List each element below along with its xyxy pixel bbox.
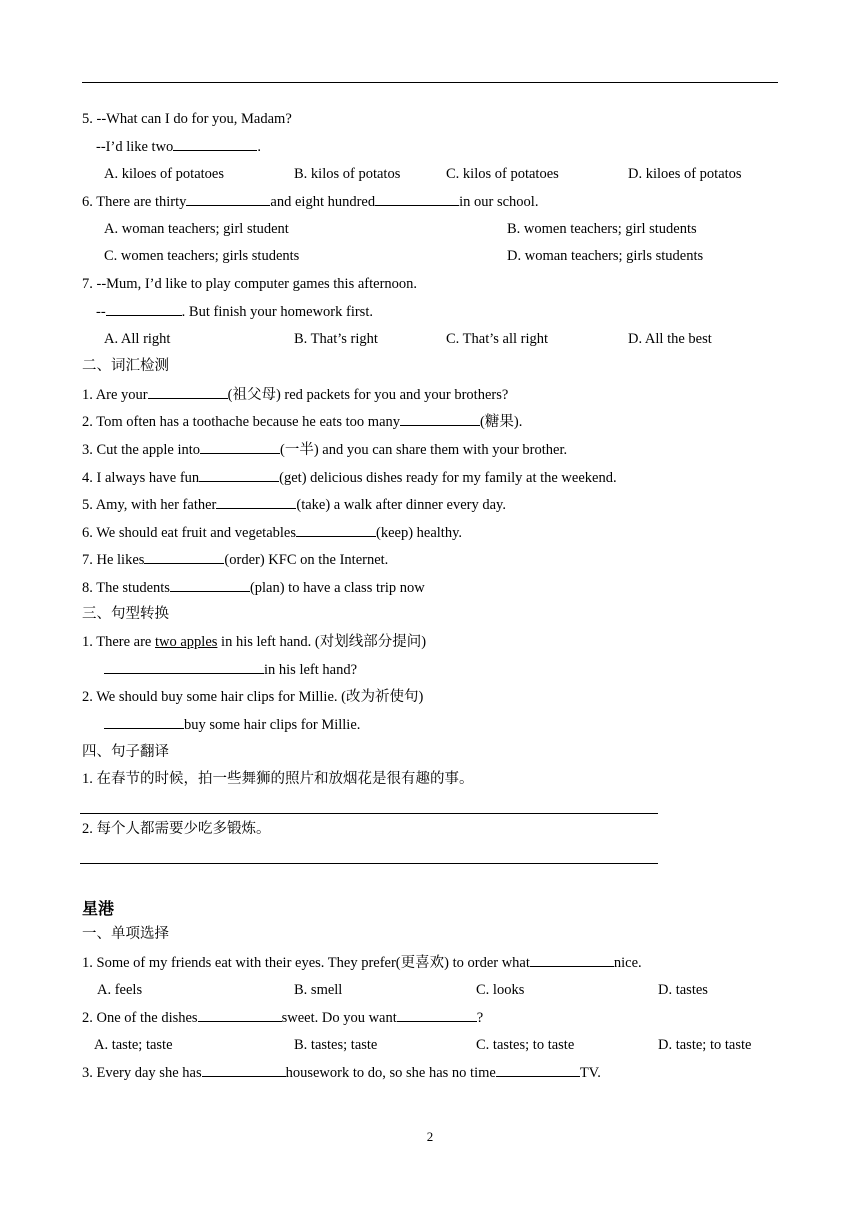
option-c: C. women teachers; girls students: [104, 248, 300, 264]
option-d: D. taste; to taste: [658, 1037, 752, 1053]
answer-blank[interactable]: [106, 302, 182, 316]
vocab-item: 4. I always have fun (get) delicious dishes ready for my family at the weekend.: [82, 470, 617, 486]
transform-question-1: 1. There are two apples in his left hand. (对划线部分提问): [82, 634, 427, 650]
answer-blank[interactable]: [375, 192, 459, 206]
option-b: B. tastes; taste: [294, 1037, 378, 1053]
answer-blank[interactable]: [144, 550, 224, 564]
answer-blank[interactable]: [296, 523, 376, 537]
question-6-stem: 6. There are thirty and eight hundred in our school.: [82, 194, 539, 210]
option-b: B. smell: [294, 982, 343, 998]
question-5-reply: --I’d like two .: [96, 139, 261, 155]
option-a: A. All right: [104, 331, 171, 347]
answer-blank[interactable]: [200, 440, 280, 454]
answer-blank[interactable]: [216, 495, 296, 509]
translate-item-1: 1. 在春节的时候，拍一些舞狮的照片和放烟花是很有趣的事。: [82, 771, 474, 787]
vocab-item: 6. We should eat fruit and vegetables (keep) healthy.: [82, 525, 463, 541]
vocab-item: 1. Are your (祖父母) red packets for you and your brothers?: [82, 387, 509, 403]
xg-question-3: 3. Every day she has housework to do, so she has no time TV.: [82, 1065, 601, 1081]
vocab-item: 3. Cut the apple into (一半) and you can share them with your brother.: [82, 442, 568, 458]
question-7-stem: 7. --Mum, I’d like to play computer games this afternoon.: [82, 276, 418, 292]
underlined-phrase: two apples: [155, 634, 218, 650]
transform-answer-1: in his left hand?: [104, 660, 357, 679]
option-c: C. looks: [476, 982, 525, 998]
translate-item-2: 2. 每个人都需要少吃多锻炼。: [82, 821, 271, 837]
option-b: B. That’s right: [294, 331, 378, 347]
option-b: B. women teachers; girl students: [507, 221, 697, 237]
section-heading-vocab: 二、词汇检测: [82, 358, 169, 374]
question-5-stem: 5. --What can I do for you, Madam?: [82, 111, 292, 127]
answer-blank[interactable]: [202, 1063, 286, 1077]
section-heading-choice: 一、单项选择: [82, 926, 169, 942]
section-title: 星港: [82, 899, 115, 918]
answer-blank[interactable]: [170, 578, 250, 592]
answer-blank[interactable]: [397, 1008, 477, 1022]
transform-question-2: 2. We should buy some hair clips for Millie. (改为祈使句): [82, 689, 424, 705]
option-b: B. kilos of potatos: [294, 166, 401, 182]
vocab-item: 7. He likes (order) KFC on the Internet.: [82, 552, 389, 568]
option-d: D. woman teachers; girls students: [507, 248, 704, 264]
answer-blank[interactable]: [198, 1008, 282, 1022]
option-a: A. kiloes of potatoes: [104, 166, 225, 182]
answer-blank[interactable]: [400, 412, 480, 426]
answer-blank[interactable]: [530, 953, 614, 967]
option-c: C. kilos of potatoes: [446, 166, 559, 182]
vocab-item: 8. The students (plan) to have a class trip now: [82, 580, 425, 596]
question-7-reply: -- . But finish your homework first.: [96, 304, 373, 320]
answer-line[interactable]: [80, 863, 658, 864]
option-c: C. tastes; to taste: [476, 1037, 575, 1053]
answer-blank[interactable]: [173, 137, 257, 151]
answer-line[interactable]: [80, 813, 658, 814]
section-heading-translate: 四、句子翻译: [82, 744, 169, 760]
section-heading-transform: 三、句型转换: [82, 606, 169, 622]
option-d: D. tastes: [658, 982, 708, 998]
answer-blank[interactable]: [496, 1063, 580, 1077]
vocab-item: 5. Amy, with her father (take) a walk after dinner every day.: [82, 497, 506, 513]
option-d: D. kiloes of potatos: [628, 166, 742, 182]
transform-answer-2: buy some hair clips for Millie.: [104, 715, 360, 734]
header-rule: [82, 82, 778, 83]
vocab-item: 2. Tom often has a toothache because he eats too many (糖果).: [82, 414, 523, 430]
answer-blank[interactable]: [186, 192, 270, 206]
option-d: D. All the best: [628, 331, 712, 347]
answer-blank[interactable]: [104, 715, 184, 729]
answer-blank[interactable]: [199, 468, 279, 482]
option-c: C. That’s all right: [446, 331, 549, 347]
answer-blank[interactable]: [148, 385, 228, 399]
xg-question-1: 1. Some of my friends eat with their eyes. They prefer(更喜欢) to order what nice.: [82, 955, 642, 971]
xg-question-2: 2. One of the dishes sweet. Do you want ?: [82, 1010, 484, 1026]
page-number: 2: [426, 1129, 434, 1144]
option-a: A. taste; taste: [94, 1037, 173, 1053]
option-a: A. feels: [97, 982, 143, 998]
option-a: A. woman teachers; girl student: [104, 221, 289, 237]
answer-blank[interactable]: [104, 660, 264, 674]
